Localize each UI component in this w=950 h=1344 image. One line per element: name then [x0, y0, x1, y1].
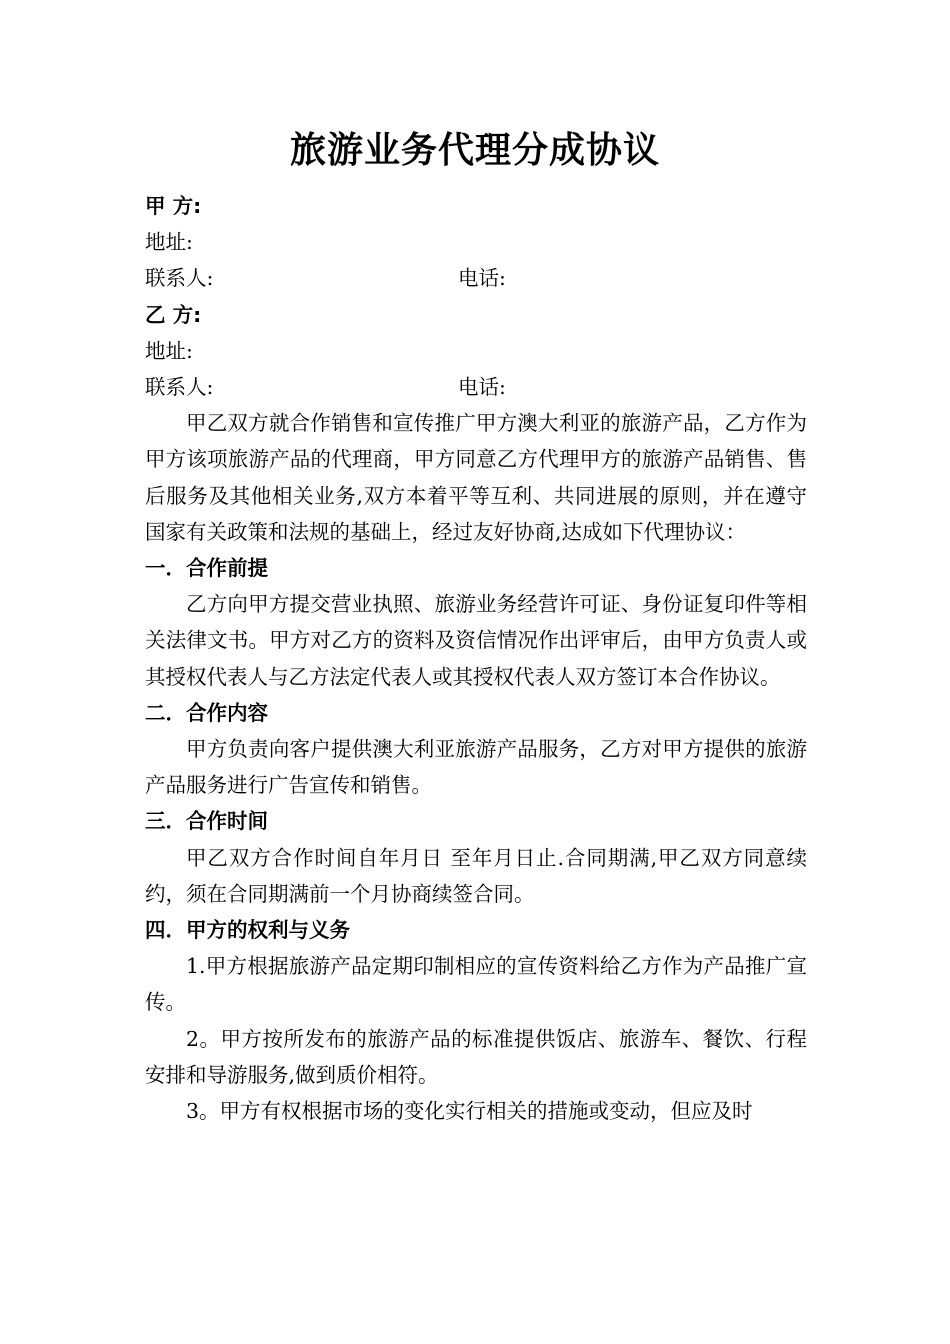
party-a-contact-label: 联系人:: [145, 266, 214, 291]
section-paragraph: 1.甲方根据旅游产品定期印制相应的宣传资料给乙方作为产品推广宣传。: [145, 954, 807, 1015]
document-title: 旅游业务代理分成协议: [289, 130, 660, 171]
party-a-address-label: 地址:: [145, 230, 193, 255]
party-b-label: 乙 方:: [145, 302, 202, 327]
section-paragraph: 乙方向甲方提交营业执照、旅游业务经营许可证、身份证复印件等相关法律文书。甲方对乙方的资料及资信情况作出评审后，由甲方负责人或其授权代表人与乙方法定代表人或其授权代表人双方签订本合作协议。: [145, 592, 807, 689]
section-paragraph: 3。甲方有权根据市场的变化实行相关的措施或变动，但应及时: [186, 1098, 753, 1123]
party-b-phone-label: 电话:: [458, 374, 506, 399]
party-a-label: 甲 方:: [145, 194, 202, 218]
document-body: [145, 188, 807, 1129]
party-b-contact-label: 联系人:: [145, 374, 214, 399]
party-a-phone-label: 电话:: [458, 266, 506, 291]
section-paragraph: 甲方负责向客户提供澳大利亚旅游产品服务，乙方对甲方提供的旅游产品服务进行广告宣传和销售。: [145, 736, 807, 798]
section-paragraph: 甲乙双方合作时间自年月日 至年月日止.合同期满,甲乙双方同意续约，须在合同期满前一个月协商续签合同。: [145, 845, 807, 906]
section-heading: 二．合作内容: [145, 700, 268, 725]
section-heading: 四．甲方的权利与义务: [145, 917, 350, 942]
party-b-address-label: 地址:: [145, 338, 193, 363]
section-heading: 三．合作时间: [145, 809, 268, 834]
section-heading: 一．合作前提: [145, 555, 268, 580]
party-b-contact-row: [145, 369, 807, 405]
section-paragraph: 2。甲方按所发布的旅游产品的标准提供饭店、旅游车、餐饮、行程安排和导游服务,做到质价相符。: [145, 1026, 807, 1087]
party-a-contact-row: [145, 260, 807, 296]
preamble-paragraph: 甲乙双方就合作销售和宣传推广甲方澳大利亚的旅游产品，乙方作为甲方该项旅游产品的代理商，甲方同意乙方代理甲方的旅游产品销售、售后服务及其他相关业务,双方本着平等互利、共同进展的原则，并在遵守国家有关政策和法规的基础上，经过友好协商,达成如下代理协议：: [145, 411, 807, 544]
